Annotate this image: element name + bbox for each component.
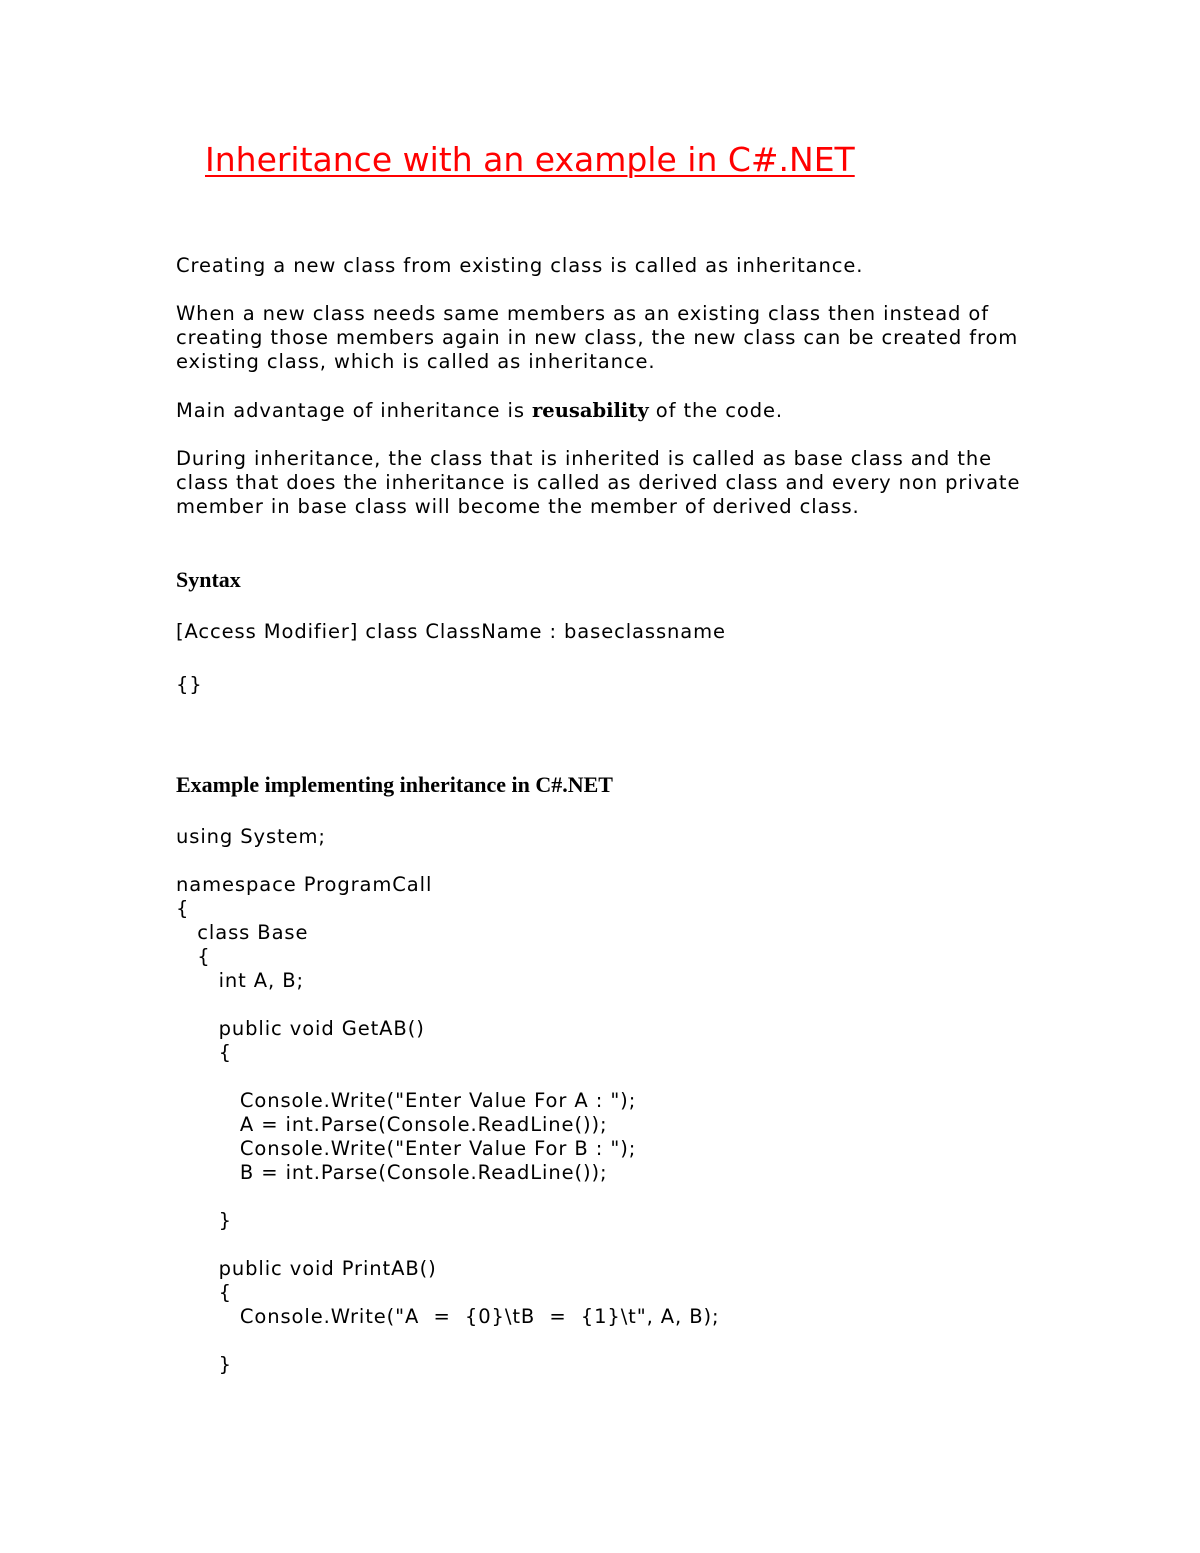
advantage-paragraph (176, 399, 1026, 423)
code-line: Console.Write("A = {0}\tB = {1}\t", A, B); (176, 1305, 720, 1328)
syntax-braces: {} (176, 673, 203, 696)
page-title: Inheritance with an example in C#.NET (205, 140, 855, 179)
code-line: class Base (176, 921, 309, 944)
code-line: using System; (176, 825, 326, 848)
advantage-text-start: Main advantage of inheritance is (176, 399, 533, 422)
code-line (176, 1065, 1076, 1089)
code-line: namespace ProgramCall (176, 873, 433, 896)
code-line: } (176, 1209, 232, 1232)
code-line (176, 1233, 1076, 1257)
definition-paragraph: When a new class needs same members as an existing class then instead of creating those members again in new class, the new class can be created from existing class, which is called as inheritance. (176, 302, 1019, 373)
code-line: int A, B; (176, 969, 304, 992)
code-line: A = int.Parse(Console.ReadLine()); (176, 1113, 608, 1136)
base-derived-paragraph: During inheritance, the class that is inherited is called as base class and the class that does the inheritance is called as derived class and every non private member in base class will become the member of derived class. (176, 447, 1021, 518)
intro-paragraph: Creating a new class from existing class is called as inheritance. (176, 254, 864, 277)
advantage-text-end: of the code. (648, 399, 784, 422)
reusability-term: reusability (532, 399, 649, 422)
code-line: B = int.Parse(Console.ReadLine()); (176, 1161, 608, 1184)
code-line: Console.Write("Enter Value For A : "); (176, 1089, 637, 1112)
code-line: { (176, 1041, 232, 1064)
code-line (176, 1185, 1076, 1209)
code-line (176, 993, 1076, 1017)
code-line: Console.Write("Enter Value For B : "); (176, 1137, 637, 1160)
example-heading: Example implementing inheritance in C#.NET (176, 772, 613, 797)
code-example (176, 825, 1076, 1377)
code-line: public void GetAB() (176, 1017, 425, 1040)
syntax-heading: Syntax (176, 567, 241, 592)
code-line: public void PrintAB() (176, 1257, 437, 1280)
code-line: { (176, 1281, 232, 1304)
code-line: } (176, 1353, 232, 1376)
syntax-line: [Access Modifier] class ClassName : baseclassname (176, 620, 726, 643)
code-line (176, 1329, 1076, 1353)
code-line (176, 849, 1076, 873)
code-line: { (176, 945, 211, 968)
code-line: { (176, 897, 190, 920)
